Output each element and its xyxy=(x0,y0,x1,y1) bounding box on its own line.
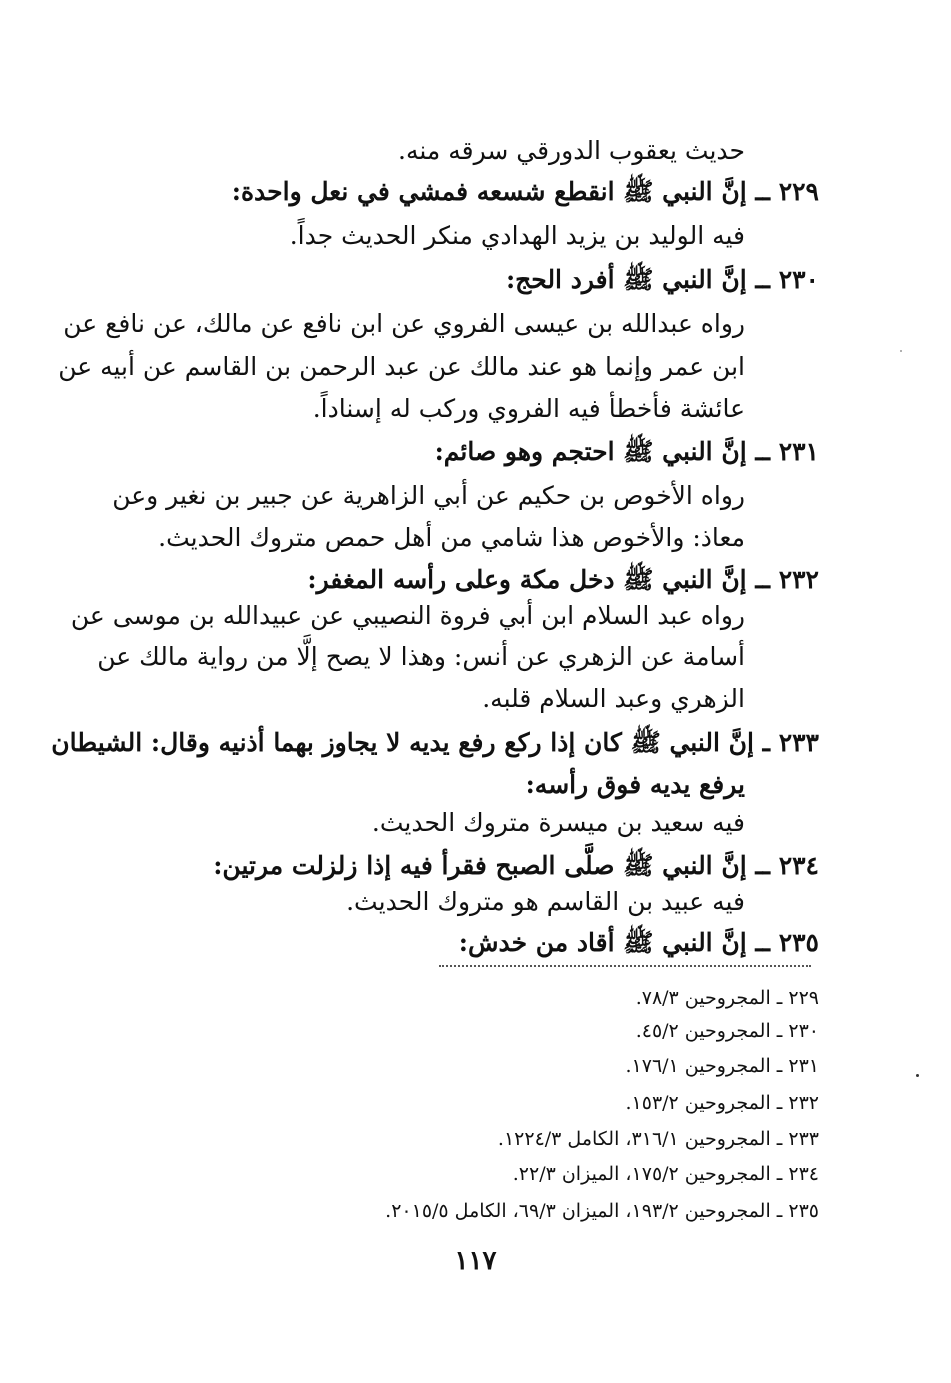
footnote: ٢٢٩ ـ المجروحين ٧٨/٣. xyxy=(635,987,819,1009)
footnote: ٢٣٢ ـ المجروحين ١٥٣/٢. xyxy=(625,1092,819,1114)
body-line: معاذ: والأخوص هذا شامي من أهل حمص متروك الحديث. xyxy=(158,523,745,552)
entry-heading-233: ٢٣٣ ـ إنَّ النبي ﷺ كان إذا ركع رفع يديه لا يجاوز بهما أذنيه وقال: الشيطان xyxy=(51,728,819,757)
entry-heading-232: ٢٣٢ ــ إنَّ النبي ﷺ دخل مكة وعلى رأسه المغفر: xyxy=(307,565,819,594)
body-line: فيه سعيد بن ميسرة متروك الحديث. xyxy=(371,808,745,837)
scan-speck xyxy=(916,1074,919,1077)
body-line: رواه الأخوص بن حكيم عن أبي الزاهرية عن جبير بن نغير وعن xyxy=(112,481,745,510)
page-number: ١١٧ xyxy=(454,1246,497,1276)
footnote: ٢٣١ ـ المجروحين ١٧٦/١. xyxy=(625,1055,819,1077)
footnote-separator xyxy=(439,965,811,967)
entry-heading-230: ٢٣٠ ــ إنَّ النبي ﷺ أفرد الحج: xyxy=(505,265,819,294)
body-line: الزهري وعبد السلام قلبه. xyxy=(482,684,745,713)
entry-heading-235: ٢٣٥ ــ إنَّ النبي ﷺ أقاد من خدش: xyxy=(458,928,819,957)
footnote: ٢٣٥ ـ المجروحين ١٩٣/٢، الميزان ٦٩/٣، الكامل ٢٠١٥/٥. xyxy=(385,1200,819,1222)
body-line: فيه الوليد بن يزيد الهدادي منكر الحديث جداً. xyxy=(289,221,745,250)
body-line: أسامة عن الزهري عن أنس: وهذا لا يصح إلَّا من رواية مالك عن xyxy=(97,642,745,671)
footnote: ٢٣٠ ـ المجروحين ٤٥/٢. xyxy=(635,1020,819,1042)
body-line: ابن عمر وإنما هو عند مالك عن عبد الرحمن بن القاسم عن أبيه عن xyxy=(58,352,745,381)
body-line: عائشة فأخطأ فيه الفروي وركب له إسناداً. xyxy=(312,394,745,423)
body-line: فيه عبيد بن القاسم هو متروك الحديث. xyxy=(346,887,745,916)
entry-heading-229: ٢٢٩ ــ إنَّ النبي ﷺ انقطع شسعه فمشي في نعل واحدة: xyxy=(231,177,819,206)
body-line: رواه عبد السلام ابن أبي فروة النصيبي عن عبيدالله بن موسى عن xyxy=(70,601,745,630)
entry-heading-231: ٢٣١ ــ إنَّ النبي ﷺ احتجم وهو صائم: xyxy=(434,437,819,466)
body-line: رواه عبدالله بن عيسى الفروي عن ابن نافع عن مالك، عن نافع عن xyxy=(63,309,745,338)
entry-heading-233-cont: يرفع يديه فوق رأسه: xyxy=(525,770,745,799)
entry-heading-234: ٢٣٤ ــ إنَّ النبي ﷺ صلَّى الصبح فقرأ فيه إذا زلزلت مرتين: xyxy=(213,851,819,880)
body-line: حديث يعقوب الدورقي سرقه منه. xyxy=(398,136,745,165)
footnote: ٢٣٤ ـ المجروحين ١٧٥/٢، الميزان ٢٢/٣. xyxy=(512,1163,819,1185)
footnote: ٢٣٣ ـ المجروحين ٣١٦/١، الكامل ١٢٢٤/٣. xyxy=(497,1128,819,1150)
scan-speck xyxy=(900,350,902,352)
